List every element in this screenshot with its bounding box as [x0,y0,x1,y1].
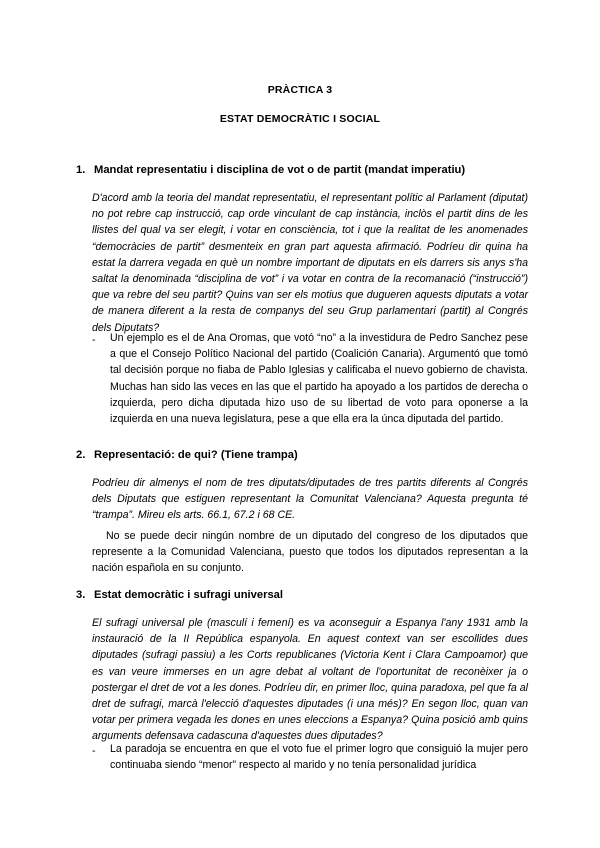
section-1-bullet: - [92,334,96,346]
section-3-prompt: El sufragi universal ple (masculí i femení) es va aconseguir a Espanya l'any 1931 amb la instauració de la II República espanyola. En aquest context van ser escollides dues diputades (sufragi passiu) a les Corts republicanes (Victoria Kent i Clara Campoamor) que es van veure immerses en un agre debat al voltant de l'oportunitat de reconèixer ja o postergar el dret de vot a les dones. Podríeu dir, en primer lloc, quina paradoxa, pel que fa al dret de sufragi, marcà l'elecció d'aquestes diputades (i una més)? En segon lloc, quan van votar per primera vegada les dones en unes eleccions a Espanya? Quina posició amb quins arguments defensava cadascuna d'aquestes dues diputades? [92,617,528,743]
section-2-answer: No se puede decir ningún nombre de un diputado del congreso de los diputados que represente a la Comunidad Valenciana, puesto que todos los diputados representan a la nación española en su conjunto. [92,530,528,575]
section-1-prompt: D'acord amb la teoria del mandat representatiu, el representant polític al Parlament (diputat) no pot rebre cap instrucció, cap orde vinculant de cap instància, inclòs el partit dins de les llistes del qual va ser elegit, i votar en consciència, tot i que la realitat de les anomenades “democràcies de partit” desmenteix en gran part aquesta afirmació. Podríeu dir quina ha estat la darrera vegada en què un nombre important de diputats en els darrers sis anys s'ha saltat la denominada “disciplina de vot” i va votar en contra de la recomanació (“instrucció”) que va rebre del seu partit? Quins van ser els motius que dugueren aquests diputats a votar de manera diferent a la resta de companys del seu Grup parlamentari (partit) al Congrés dels Diputats? [92,192,528,334]
section-2-title: Representació: de qui? (Tiene trampa) [94,449,298,461]
section-3-title: Estat democràtic i sufragi universal [94,589,284,601]
section-1-answer: Un ejemplo es el de Ana Oromas, que votó “no” a la investidura de Pedro Sanchez pese a que el Consejo Político Nacional del partido (Coalición Canaria). Argumentó que tomó tal decisión porque no fiaba de Pablo Iglesias y calificaba el nuevo gobierno de chavista. Muchas han sido las veces en las que el partido ha apoyado a los partidos de derecha o izquierda, pero dicha diputada hizo uso de su libertad de voto para oponerse a la izquierda en una nueva legislatura, pese a que ella era la únca diputada del partido. [110,332,528,426]
document-title: PRÀCTICA 3 [267,84,333,96]
section-3-heading [76,589,536,601]
section-1-number: 1. [76,164,86,176]
section-2-number: 2. [76,449,86,461]
section-1-title: Mandat representatiu i disciplina de vot o de partit (mandat imperatiu) [94,164,466,176]
section-2-heading [76,449,536,461]
section-3-answer: La paradoja se encuentra en que el voto fue el primer logro que consiguió la mujer pero continuaba siendo “menor” respecto al marido y no tenía personalidad jurídica [110,743,528,772]
section-3-bullet: - [92,745,96,757]
section-1-heading [76,164,536,176]
section-2-prompt: Podríeu dir almenys el nom de tres diputats/diputades de tres partits diferents al Congrés dels Diputats que estiguen representant la Comunitat Valenciana? Aquesta pregunta té “trampa”. Mireu els arts. 66.1, 67.2 i 68 CE. [92,477,528,522]
document-subtitle: ESTAT DEMOCRÀTIC I SOCIAL [219,113,381,125]
section-3-number: 3. [76,589,86,601]
